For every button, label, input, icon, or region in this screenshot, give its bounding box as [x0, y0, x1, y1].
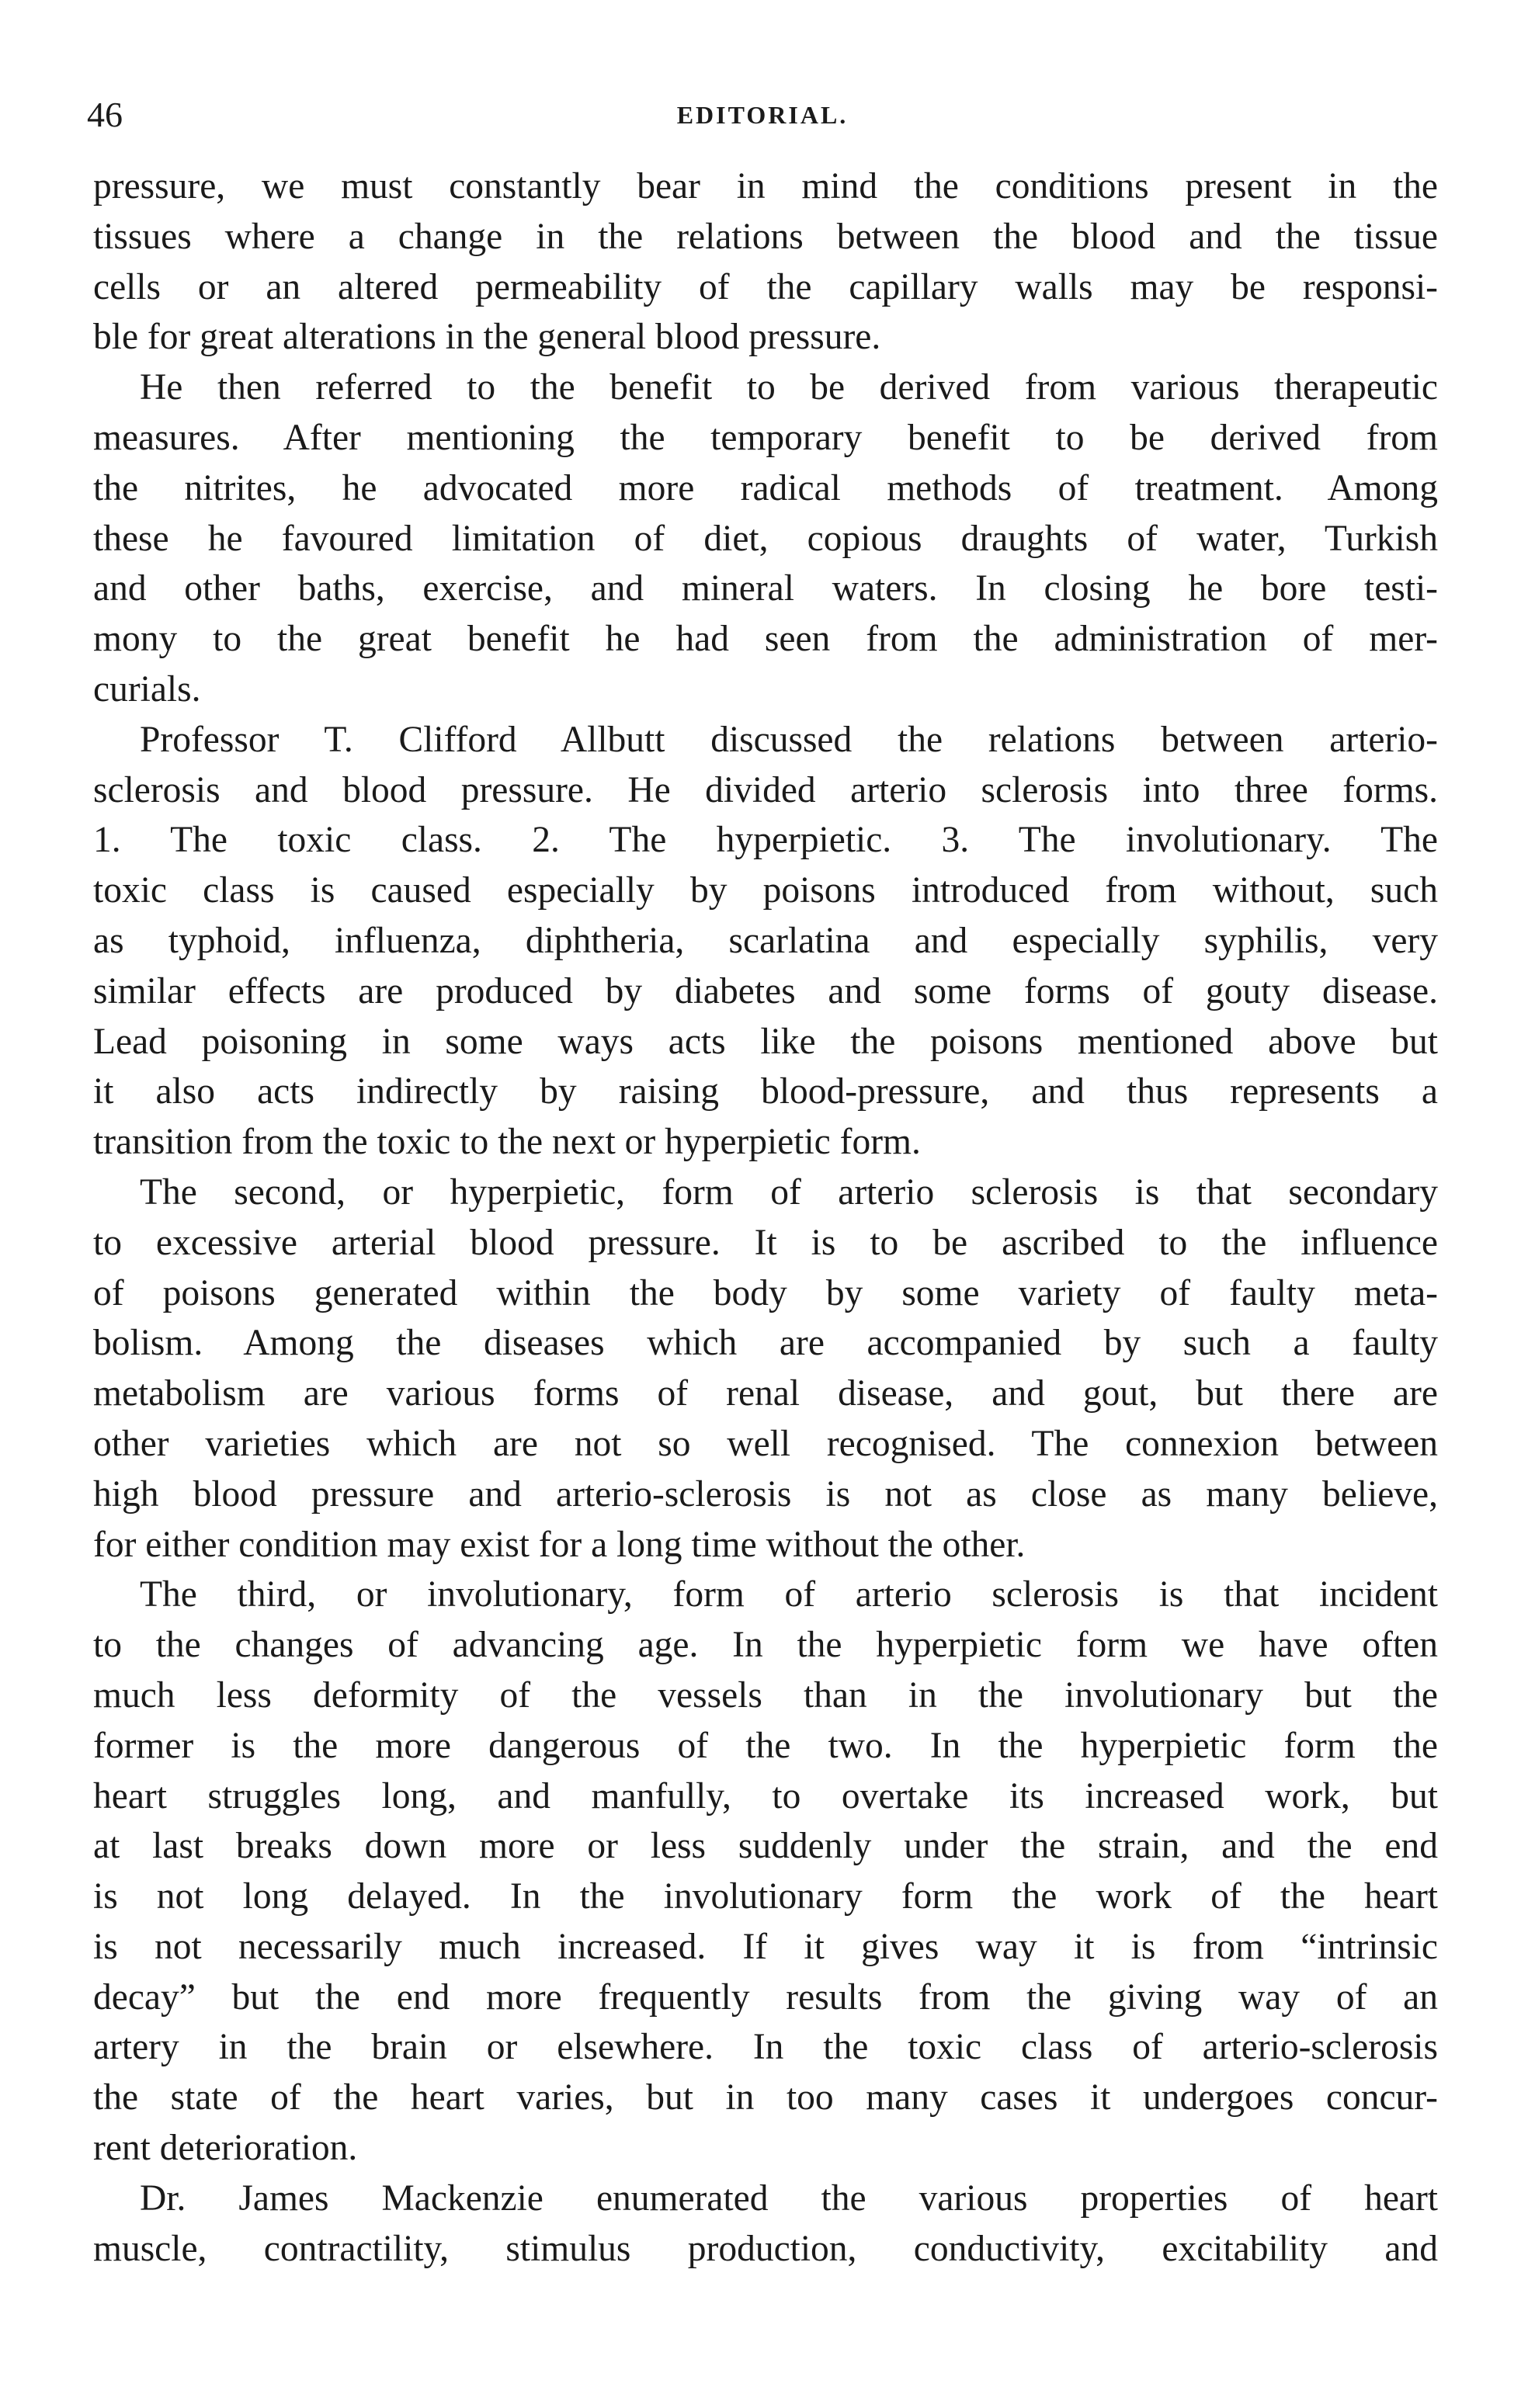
- text-line: ble for great alterations in the general blood pressure.: [93, 317, 881, 358]
- text-line: pressure, we must constantly bear in mind the conditions present in the: [93, 166, 1438, 206]
- text-line: for either condition may exist for a long time without the other.: [93, 1524, 1026, 1565]
- text-line: other varieties which are not so well recognised. The connexion between: [93, 1423, 1438, 1464]
- body-text: [93, 161, 1438, 2274]
- text-line: and other baths, exercise, and mineral waters. In closing he bore testi-: [93, 568, 1438, 609]
- text-line: tissues where a change in the relations between the blood and the tissue: [93, 216, 1438, 257]
- text-line: rent deterioration.: [93, 2128, 358, 2169]
- text-line: high blood pressure and arterio-sclerosis is not as close as many believe,: [93, 1473, 1438, 1515]
- text-line: much less deformity of the vessels than in the involutionary but the: [93, 1674, 1438, 1716]
- text-line: measures. After mentioning the temporary benefit to be derived from: [93, 417, 1438, 458]
- text-line: these he favoured limitation of diet, copious draughts of water, Turkish: [93, 518, 1438, 559]
- paragraph: [93, 1168, 1438, 1570]
- paragraph: [93, 715, 1438, 1168]
- page-number: 46: [87, 95, 123, 134]
- text-line: to the changes of advancing age. In the hyperpietic form we have often: [93, 1625, 1438, 1666]
- text-line: transition from the toxic to the next or hyperpietic form.: [93, 1122, 921, 1163]
- text-line: Lead poisoning in some ways acts like the poisons mentioned above but: [93, 1021, 1438, 1062]
- text-line: toxic class is caused especially by poisons introduced from without, such: [93, 870, 1438, 911]
- text-line: at last breaks down more or less suddenly under the strain, and the end: [93, 1826, 1438, 1867]
- running-head: [87, 92, 1438, 138]
- paragraph: [93, 2174, 1438, 2274]
- text-line: He then referred to the benefit to be derived from various therapeutic: [140, 367, 1438, 408]
- text-line: decay” but the end more frequently results from the giving way of an: [93, 1976, 1438, 2018]
- paragraph: [93, 1570, 1438, 2174]
- text-line: to excessive arterial blood pressure. It is to be ascribed to the influence: [93, 1222, 1438, 1263]
- text-line: it also acts indirectly by raising blood-pressure, and thus represents a: [93, 1071, 1438, 1112]
- text-line: heart struggles long, and manfully, to overtake its increased work, but: [93, 1775, 1438, 1816]
- paragraph: [93, 363, 1438, 715]
- text-line: the state of the heart varies, but in too many cases it undergoes concur-: [93, 2077, 1438, 2118]
- text-line: artery in the brain or elsewhere. In the toxic class of arterio-sclerosis: [93, 2027, 1438, 2068]
- text-line: muscle, contractility, stimulus production, conductivity, excitability and: [93, 2228, 1438, 2269]
- text-line: as typhoid, influenza, diphtheria, scarlatina and especially syphilis, very: [93, 920, 1438, 961]
- text-line: of poisons generated within the body by some variety of faulty meta-: [93, 1272, 1438, 1313]
- paragraph: [93, 161, 1438, 363]
- text-line: is not long delayed. In the involutionary form the work of the heart: [93, 1876, 1438, 1917]
- text-line: Professor T. Clifford Allbutt discussed the relations between arterio-: [140, 719, 1438, 760]
- text-line: The third, or involutionary, form of arterio sclerosis is that incident: [140, 1574, 1438, 1615]
- running-title: EDITORIAL.: [676, 101, 849, 129]
- text-line: bolism. Among the diseases which are accompanied by such a faulty: [93, 1323, 1438, 1364]
- text-line: curials.: [93, 668, 201, 710]
- text-line: metabolism are various forms of renal disease, and gout, but there are: [93, 1373, 1438, 1414]
- text-line: 1. The toxic class. 2. The hyperpietic. 3. The involutionary. The: [93, 820, 1438, 861]
- text-line: mony to the great benefit he had seen from the administration of mer-: [93, 619, 1438, 660]
- text-line: former is the more dangerous of the two. In the hyperpietic form the: [93, 1725, 1438, 1766]
- text-line: similar effects are produced by diabetes and some forms of gouty disease.: [93, 970, 1438, 1011]
- text-line: The second, or hyperpietic, form of arterio sclerosis is that secondary: [140, 1171, 1438, 1213]
- text-line: sclerosis and blood pressure. He divided arterio sclerosis into three forms.: [93, 769, 1438, 810]
- text-line: cells or an altered permeability of the capillary walls may be responsi-: [93, 266, 1438, 307]
- text-line: the nitrites, he advocated more radical methods of treatment. Among: [93, 467, 1438, 508]
- text-line: Dr. James Mackenzie enumerated the various properties of heart: [140, 2177, 1438, 2219]
- text-line: is not necessarily much increased. If it gives way it is from “intrinsic: [93, 1926, 1438, 1967]
